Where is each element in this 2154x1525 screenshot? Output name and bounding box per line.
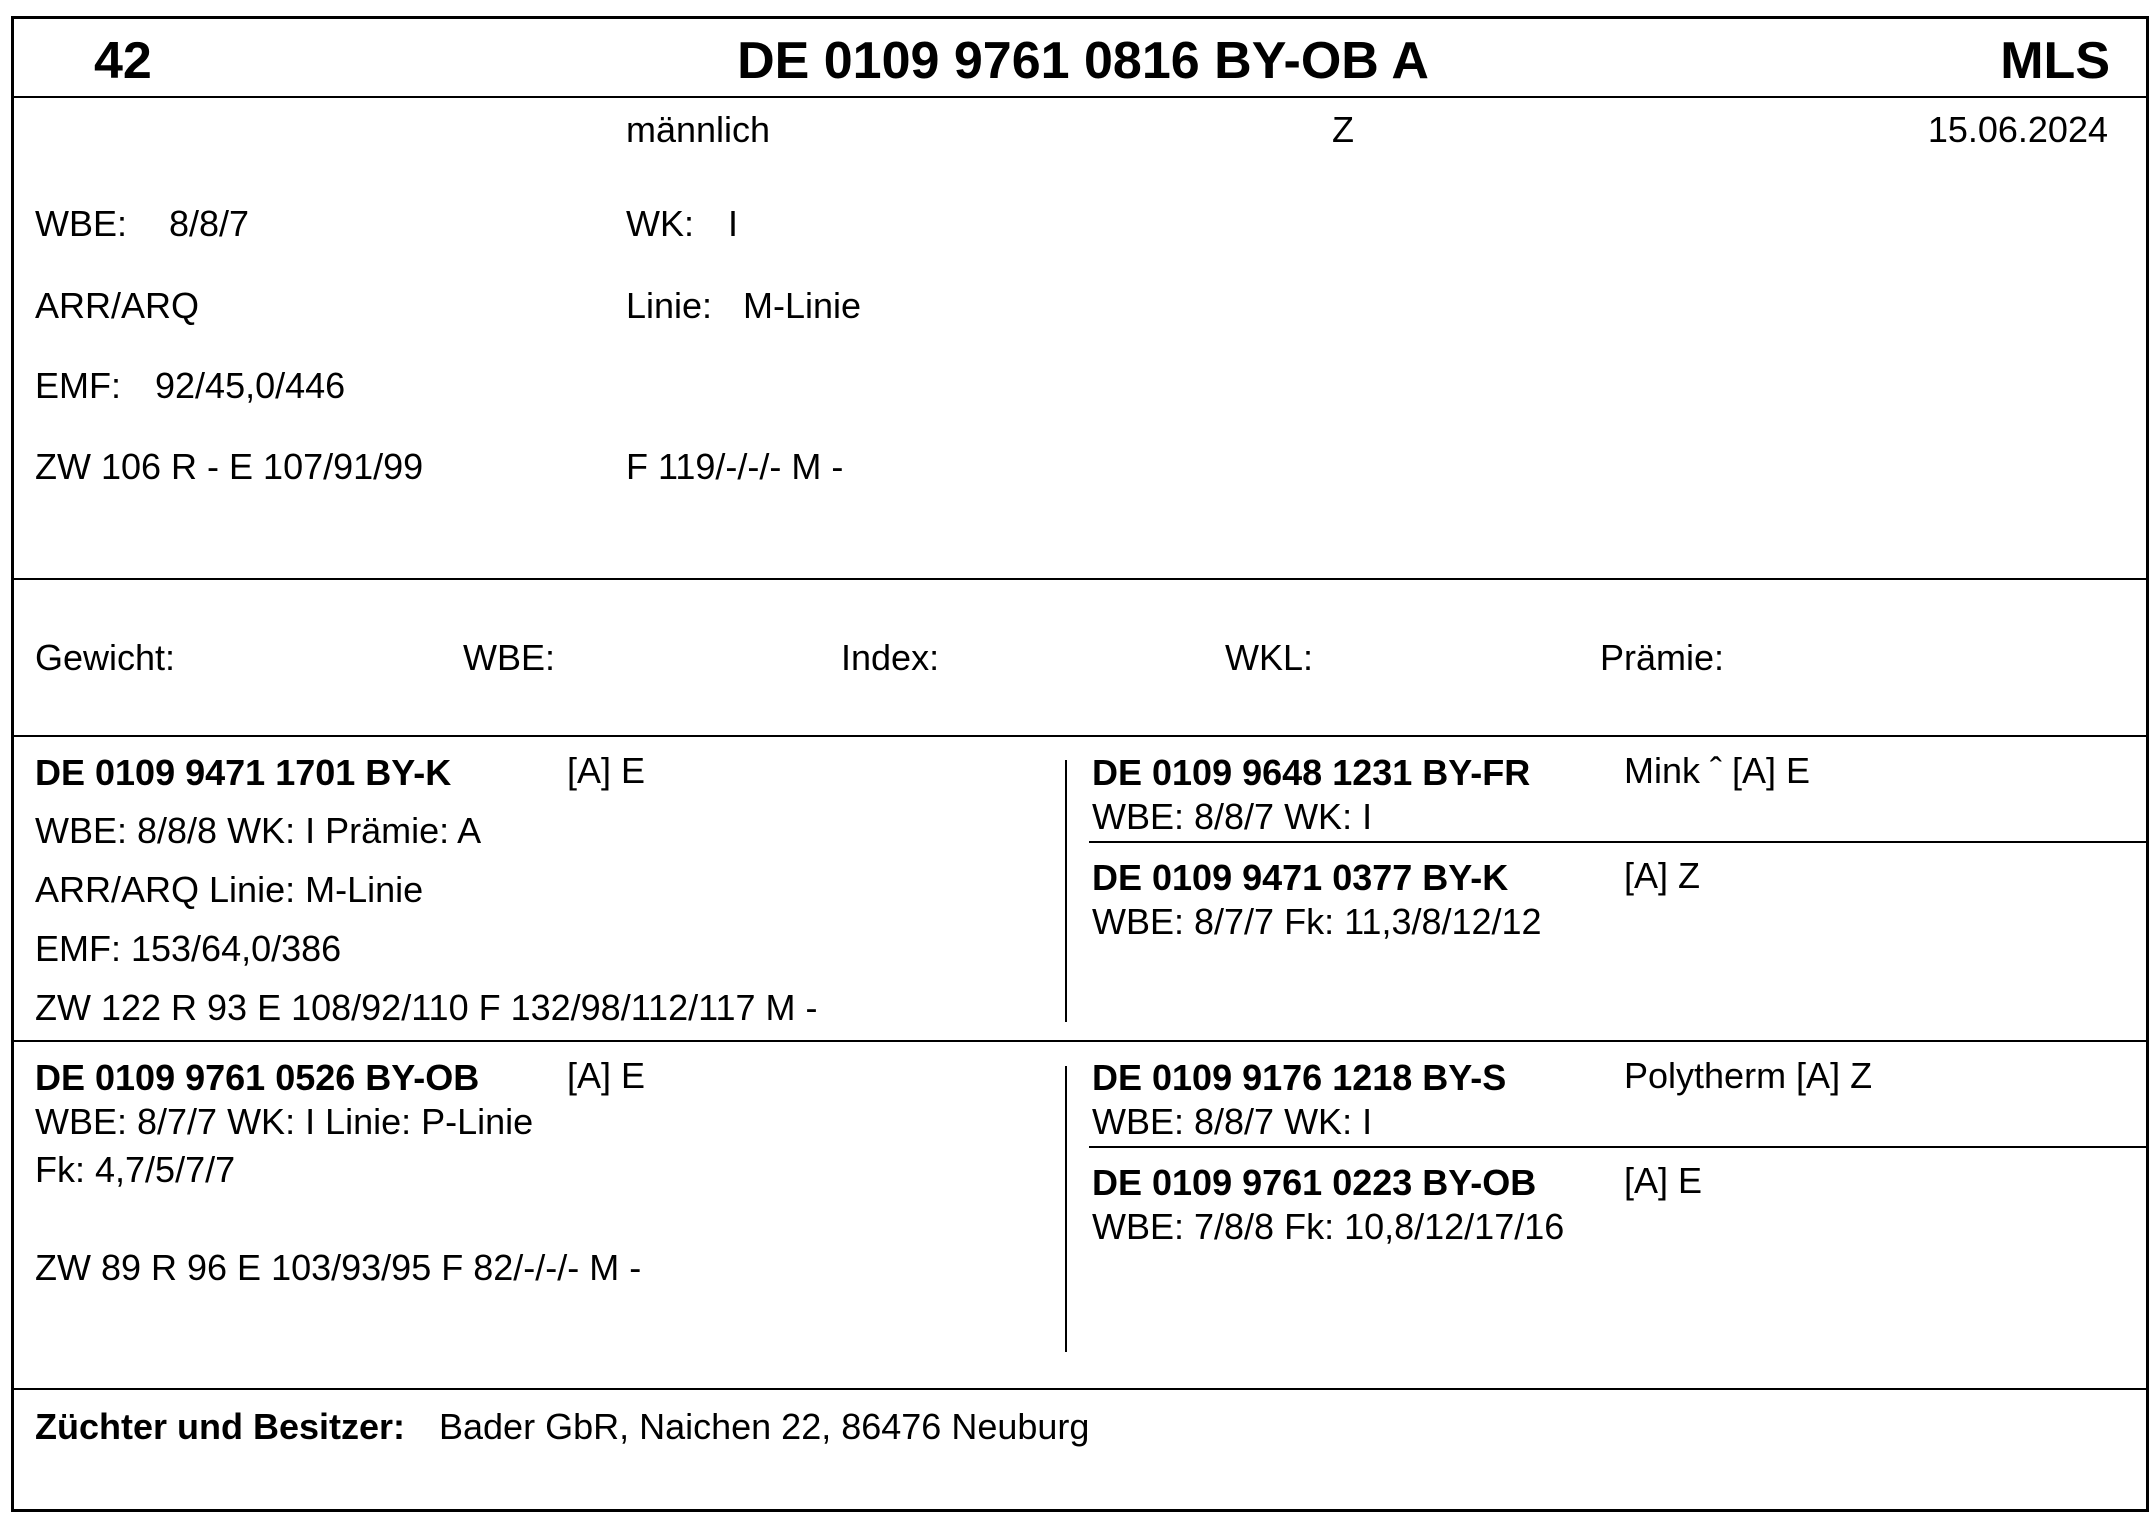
sire-line-3: EMF: 153/64,0/386 [35,928,342,969]
pedigree-divider [14,1040,2146,1042]
sire-sire-tags: Mink ˆ [A] E [1624,750,1811,791]
sire-grandparents-divider [1089,841,2146,843]
info-divider [14,578,2146,580]
eval-wkl: WKL: [1225,637,1314,678]
animal-id: DE 0109 9761 0816 BY-OB A [737,32,1429,90]
wbe-label: WBE: [35,203,128,244]
sire-sire-line-1: WBE: 8/8/7 WK: I [1092,796,1373,837]
sire-line-2: ARR/ARQ Linie: M-Linie [35,869,424,910]
dam-line-2: Fk: 4,7/5/7/7 [35,1149,236,1190]
sire-dam-line-1: WBE: 8/7/7 Fk: 11,3/8/12/12 [1092,901,1542,942]
dam-column-divider [1065,1066,1067,1352]
emf-value: 92/45,0/446 [155,365,346,406]
dam-dam-id: DE 0109 9761 0223 BY-OB [1092,1162,1537,1203]
dam-id: DE 0109 9761 0526 BY-OB [35,1057,480,1098]
dam-sire-tags: Polytherm [A] Z [1624,1055,1873,1096]
sire-line-4: ZW 122 R 93 E 108/92/110 F 132/98/112/117 M - [35,987,818,1028]
dam-sire-id: DE 0109 9176 1218 BY-S [1092,1057,1507,1098]
dam-dam-line-1: WBE: 7/8/8 Fk: 10,8/12/17/16 [1092,1206,1565,1247]
eval-index: Index: [841,637,940,678]
dam-tags: [A] E [567,1055,646,1096]
dam-grandparents-divider [1089,1146,2146,1148]
sire-column-divider [1065,760,1067,1022]
eval-wbe: WBE: [463,637,556,678]
eval-divider [14,735,2146,737]
eval-praemie: Prämie: [1600,637,1725,678]
eval-gewicht: Gewicht: [35,637,176,678]
breeder-owner-label: Züchter und Besitzer: [35,1406,406,1447]
linie-label: Linie: [626,285,713,326]
wk-label: WK: [626,203,694,244]
dam-sire-line-1: WBE: 8/8/7 WK: I [1092,1101,1373,1142]
wbe-value: 8/8/7 [169,203,250,244]
breeder-owner-value: Bader GbR, Naichen 22, 86476 Neuburg [439,1406,1090,1447]
herdbook-flag: Z [1332,109,1354,150]
linie-value: M-Linie [743,285,862,326]
catalog-number: 42 [94,32,152,90]
dam-dam-tags: [A] E [1624,1160,1703,1201]
wk-value: I [728,203,739,244]
sire-dam-id: DE 0109 9471 0377 BY-K [1092,857,1509,898]
dam-line-1: WBE: 8/7/7 WK: I Linie: P-Linie [35,1101,534,1142]
sire-sire-id: DE 0109 9648 1231 BY-FR [1092,752,1531,793]
breeding-value-zw: ZW 106 R - E 107/91/99 [35,446,424,487]
emf-label: EMF: [35,365,121,406]
sire-line-1: WBE: 8/8/8 WK: I Prämie: A [35,810,482,851]
arr-genotype: ARR/ARQ [35,285,200,326]
dam-line-3: ZW 89 R 96 E 103/93/95 F 82/-/-/- M - [35,1247,642,1288]
breed-code: MLS [2000,32,2110,90]
animal-card [11,16,2149,1512]
sire-tags: [A] E [567,750,646,791]
header-divider [14,96,2146,98]
sire-dam-tags: [A] Z [1624,855,1701,896]
birth-date: 15.06.2024 [1927,109,2108,150]
breeding-value-f: F 119/-/-/- M - [626,446,844,487]
footer-divider [14,1388,2146,1390]
sex: männlich [626,109,771,150]
sire-id: DE 0109 9471 1701 BY-K [35,752,452,793]
